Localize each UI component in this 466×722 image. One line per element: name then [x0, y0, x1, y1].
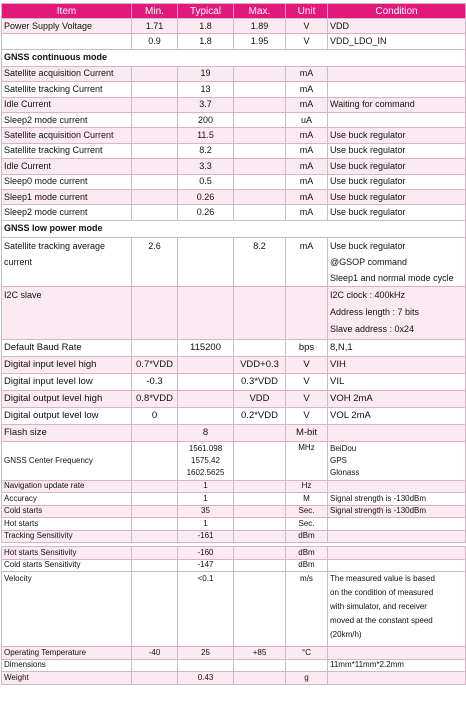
cell-max [234, 66, 286, 81]
cell-unit: mA [286, 159, 328, 174]
cell-typical: -147 [178, 559, 234, 572]
cell-min [132, 159, 178, 174]
cell-min [132, 480, 178, 493]
cell-typical [178, 356, 234, 373]
cell-condition: Waiting for command [328, 97, 466, 112]
cell-unit: bps [286, 339, 328, 356]
cell-item: Sleep2 mode current [2, 112, 132, 127]
cell-max: 0.2*VDD [234, 407, 286, 424]
cell-typical: 1.8 [178, 34, 234, 49]
table-row [2, 505, 466, 518]
condition-line: GPS [330, 455, 347, 465]
cell-unit: dBm [286, 530, 328, 543]
header-min: Min. [132, 4, 178, 19]
cell-unit: V [286, 34, 328, 49]
table-row [2, 66, 466, 81]
cell-typical [178, 286, 234, 339]
cell-unit: dBm [286, 559, 328, 572]
cell-typical [178, 373, 234, 390]
condition-line: with simulator, and receiver [330, 602, 427, 612]
header-row [2, 4, 466, 19]
table-row [2, 659, 466, 672]
cell-unit: mA [286, 189, 328, 204]
cell-unit: V [286, 390, 328, 407]
cell-typical: 11.5 [178, 128, 234, 143]
cell-typical: 25 [178, 647, 234, 660]
cell-condition: VDD_LDO_IN [328, 34, 466, 49]
cell-item: Satellite acquisition Current [2, 66, 132, 81]
cell-typical: 8.2 [178, 143, 234, 158]
cell-min [132, 493, 178, 506]
cell-unit: °C [286, 647, 328, 660]
cell-typical: 1 [178, 518, 234, 531]
table-row [2, 424, 466, 441]
table-row [2, 128, 466, 143]
cell-typical: 35 [178, 505, 234, 518]
cell-min: 0.9 [132, 34, 178, 49]
cell-max [234, 659, 286, 672]
cell-min: 0.7*VDD [132, 356, 178, 373]
header-item: Item [2, 4, 132, 19]
cell-unit: mA [286, 237, 328, 286]
cell-typical [178, 659, 234, 672]
cell-max [234, 672, 286, 685]
cell-unit [286, 286, 328, 339]
cell-unit: mA [286, 128, 328, 143]
cell-max [234, 112, 286, 127]
condition-line: (20km/h) [330, 630, 362, 640]
cell-condition: VOH 2mA [328, 390, 466, 407]
cell-unit: Sec. [286, 505, 328, 518]
cell-condition: Use buck regulator [328, 189, 466, 204]
cell-unit: mA [286, 205, 328, 220]
condition-line: moved at the constant speed [330, 616, 433, 626]
condition-line: Glonass [330, 467, 360, 477]
cell-min [132, 82, 178, 97]
cell-unit [286, 659, 328, 672]
cell-typical [178, 390, 234, 407]
cell-unit: V [286, 356, 328, 373]
cell-condition: Use buck regulator [328, 128, 466, 143]
cell-min [132, 424, 178, 441]
header-typical: Typical [178, 4, 234, 19]
cell-min [132, 66, 178, 81]
cell-item: Digital input level low [2, 373, 132, 390]
cell-condition [328, 559, 466, 572]
table-row [2, 480, 466, 493]
cell-typical: 3.3 [178, 159, 234, 174]
cell-max [234, 286, 286, 339]
cell-item: Dimensions [2, 659, 132, 672]
cell-min [132, 659, 178, 672]
table-row [2, 112, 466, 127]
cell-condition: Use buck regulator [328, 205, 466, 220]
cell-min: 2.6 [132, 237, 178, 286]
cell-typical [178, 237, 234, 286]
cell-condition [328, 441, 466, 480]
cell-condition [328, 82, 466, 97]
header-max: Max. [234, 4, 286, 19]
cell-min [132, 339, 178, 356]
cell-min [132, 547, 178, 560]
cell-typical: 3.7 [178, 97, 234, 112]
cell-min [132, 143, 178, 158]
cell-min [132, 189, 178, 204]
condition-line: on the condition of measured [330, 588, 434, 598]
cell-item: Hot starts Sensitivity [2, 547, 132, 560]
typical-line: 1602.5625 [186, 467, 225, 477]
cell-typical: 19 [178, 66, 234, 81]
cell-condition [328, 672, 466, 685]
cell-condition [328, 237, 466, 286]
cell-item: Operating Temperature [2, 647, 132, 660]
cell-unit: mA [286, 66, 328, 81]
cell-item: Hot starts [2, 518, 132, 531]
cell-item: Default Baud Rate [2, 339, 132, 356]
cell-condition [328, 66, 466, 81]
table-row [2, 339, 466, 356]
table-row [2, 286, 466, 339]
cell-max: VDD [234, 390, 286, 407]
section-title-lowpower: GNSS low power mode [2, 220, 466, 237]
cell-item [2, 237, 132, 286]
cell-max [234, 559, 286, 572]
cell-typical: 1 [178, 480, 234, 493]
cell-condition [328, 572, 466, 647]
condition-line: The measured value is based [330, 574, 435, 584]
cell-unit: m/s [286, 572, 328, 647]
table-row [2, 407, 466, 424]
cell-unit: M-bit [286, 424, 328, 441]
cell-unit: Hz [286, 480, 328, 493]
table-row [2, 82, 466, 97]
cell-condition [328, 647, 466, 660]
condition-line: Slave address : 0x24 [330, 323, 415, 334]
table-row [2, 373, 466, 390]
table-row [2, 189, 466, 204]
cell-condition: Signal strength is -130dBm [328, 505, 466, 518]
cell-min [132, 97, 178, 112]
cell-max: 8.2 [234, 237, 286, 286]
cell-condition [328, 112, 466, 127]
cell-max [234, 480, 286, 493]
cell-condition: VIL [328, 373, 466, 390]
cell-min [132, 518, 178, 531]
cell-min [132, 530, 178, 543]
cell-item: Sleep2 mode current [2, 205, 132, 220]
cell-max [234, 518, 286, 531]
cell-typical: 8 [178, 424, 234, 441]
cell-item: Velocity [2, 572, 132, 647]
spec-table [1, 3, 466, 685]
table-row [2, 237, 466, 286]
cell-typical: 1.8 [178, 19, 234, 34]
cell-min [132, 286, 178, 339]
table-row [2, 34, 466, 49]
header-unit: Unit [286, 4, 328, 19]
cell-typical: 0.26 [178, 189, 234, 204]
cell-item: Tracking Sensitivity [2, 530, 132, 543]
typical-line: 1575.42 [191, 455, 220, 465]
cell-item: Cold starts Sensitivity [2, 559, 132, 572]
table-row [2, 174, 466, 189]
cell-item: Weight [2, 672, 132, 685]
cell-condition [328, 518, 466, 531]
cell-max [234, 97, 286, 112]
cell-condition: 11mm*11mm*2.2mm [328, 659, 466, 672]
cell-unit: mA [286, 97, 328, 112]
cell-unit: V [286, 19, 328, 34]
cell-typical: <0.1 [178, 572, 234, 647]
section-row [2, 49, 466, 66]
table-row [2, 559, 466, 572]
cell-min [132, 572, 178, 647]
table-row [2, 143, 466, 158]
section-title-continuous: GNSS continuous mode [2, 49, 466, 66]
cell-typical: -161 [178, 530, 234, 543]
condition-line: Sleep1 and normal mode cycle [330, 272, 454, 283]
condition-line: Address length : 7 bits [330, 306, 420, 317]
cell-min [132, 128, 178, 143]
cell-typical: 115200 [178, 339, 234, 356]
table-row [2, 390, 466, 407]
section-row [2, 220, 466, 237]
cell-unit: mA [286, 143, 328, 158]
table-row [2, 205, 466, 220]
cell-max [234, 424, 286, 441]
cell-max [234, 159, 286, 174]
cell-min: -0.3 [132, 373, 178, 390]
cell-min: -40 [132, 647, 178, 660]
cell-unit: V [286, 373, 328, 390]
condition-line: Use buck regulator [330, 240, 406, 251]
cell-typical: 0.43 [178, 672, 234, 685]
cell-item: GNSS Center Frequency [2, 441, 132, 480]
cell-max [234, 189, 286, 204]
table-row [2, 647, 466, 660]
cell-min: 0.8*VDD [132, 390, 178, 407]
table-row [2, 493, 466, 506]
header-condition: Condition [328, 4, 466, 19]
cell-item: Sleep1 mode current [2, 189, 132, 204]
cell-max [234, 493, 286, 506]
cell-item: Satellite tracking Current [2, 143, 132, 158]
cell-max [234, 441, 286, 480]
typical-line: 1561.098 [188, 443, 223, 453]
table-row [2, 356, 466, 373]
cell-max: 1.89 [234, 19, 286, 34]
condition-line: BeiDou [330, 443, 357, 453]
cell-max [234, 530, 286, 543]
cell-item: Accuracy [2, 493, 132, 506]
cell-typical: -160 [178, 547, 234, 560]
cell-unit: Sec. [286, 518, 328, 531]
cell-min [132, 559, 178, 572]
cell-min [132, 205, 178, 220]
condition-line: I2C clock : 400kHz [330, 289, 406, 300]
cell-min [132, 174, 178, 189]
cell-max [234, 339, 286, 356]
cell-item: Flash size [2, 424, 132, 441]
cell-min: 1.71 [132, 19, 178, 34]
cell-typical: 200 [178, 112, 234, 127]
cell-condition [328, 424, 466, 441]
cell-max [234, 143, 286, 158]
cell-item: Digital output level low [2, 407, 132, 424]
cell-min [132, 505, 178, 518]
cell-unit: V [286, 407, 328, 424]
cell-item: Idle Current [2, 97, 132, 112]
item-line: current [4, 256, 33, 267]
cell-item: Idle Current [2, 159, 132, 174]
cell-typical: 0.26 [178, 205, 234, 220]
cell-unit: g [286, 672, 328, 685]
cell-max [234, 128, 286, 143]
cell-item: Satellite acquisition Current [2, 128, 132, 143]
table-row [2, 672, 466, 685]
cell-condition [328, 286, 466, 339]
cell-item [2, 34, 132, 49]
table-row [2, 518, 466, 531]
condition-line: @GSOP command [330, 256, 407, 267]
cell-unit: dBm [286, 547, 328, 560]
cell-min [132, 441, 178, 480]
table-row [2, 159, 466, 174]
cell-condition: Signal strength is -130dBm [328, 493, 466, 506]
cell-condition: Use buck regulator [328, 159, 466, 174]
cell-max [234, 505, 286, 518]
cell-min [132, 672, 178, 685]
cell-unit: uA [286, 112, 328, 127]
cell-max: 0.3*VDD [234, 373, 286, 390]
table-row [2, 441, 466, 480]
cell-typical: 1 [178, 493, 234, 506]
table-row [2, 530, 466, 543]
cell-typical: 0.5 [178, 174, 234, 189]
table-row [2, 19, 466, 34]
cell-unit: M [286, 493, 328, 506]
cell-condition: 8,N,1 [328, 339, 466, 356]
table-row [2, 97, 466, 112]
cell-condition: VIH [328, 356, 466, 373]
cell-max: 1.95 [234, 34, 286, 49]
cell-item: Digital input level high [2, 356, 132, 373]
cell-item: Digital output level high [2, 390, 132, 407]
cell-condition: Use buck regulator [328, 174, 466, 189]
cell-condition [328, 547, 466, 560]
cell-max: VDD+0.3 [234, 356, 286, 373]
cell-item: Navigation update rate [2, 480, 132, 493]
cell-unit: mA [286, 174, 328, 189]
cell-condition [328, 480, 466, 493]
cell-min [132, 112, 178, 127]
table-row [2, 572, 466, 647]
cell-typical [178, 407, 234, 424]
cell-item: Cold starts [2, 505, 132, 518]
cell-item: I2C slave [2, 286, 132, 339]
table-row [2, 547, 466, 560]
cell-min: 0 [132, 407, 178, 424]
cell-max [234, 572, 286, 647]
cell-item: Power Supply Voltage [2, 19, 132, 34]
cell-max [234, 82, 286, 97]
cell-max: +85 [234, 647, 286, 660]
cell-condition: VOL 2mA [328, 407, 466, 424]
cell-condition [328, 530, 466, 543]
cell-unit: mA [286, 82, 328, 97]
cell-max [234, 205, 286, 220]
cell-max [234, 547, 286, 560]
cell-typical: 13 [178, 82, 234, 97]
cell-condition: VDD [328, 19, 466, 34]
cell-typical [178, 441, 234, 480]
cell-item: Satellite tracking Current [2, 82, 132, 97]
cell-unit: MHz [286, 441, 328, 480]
cell-max [234, 174, 286, 189]
cell-condition: Use buck regulator [328, 143, 466, 158]
cell-item: Sleep0 mode current [2, 174, 132, 189]
item-line: Satellite tracking average [4, 240, 106, 251]
